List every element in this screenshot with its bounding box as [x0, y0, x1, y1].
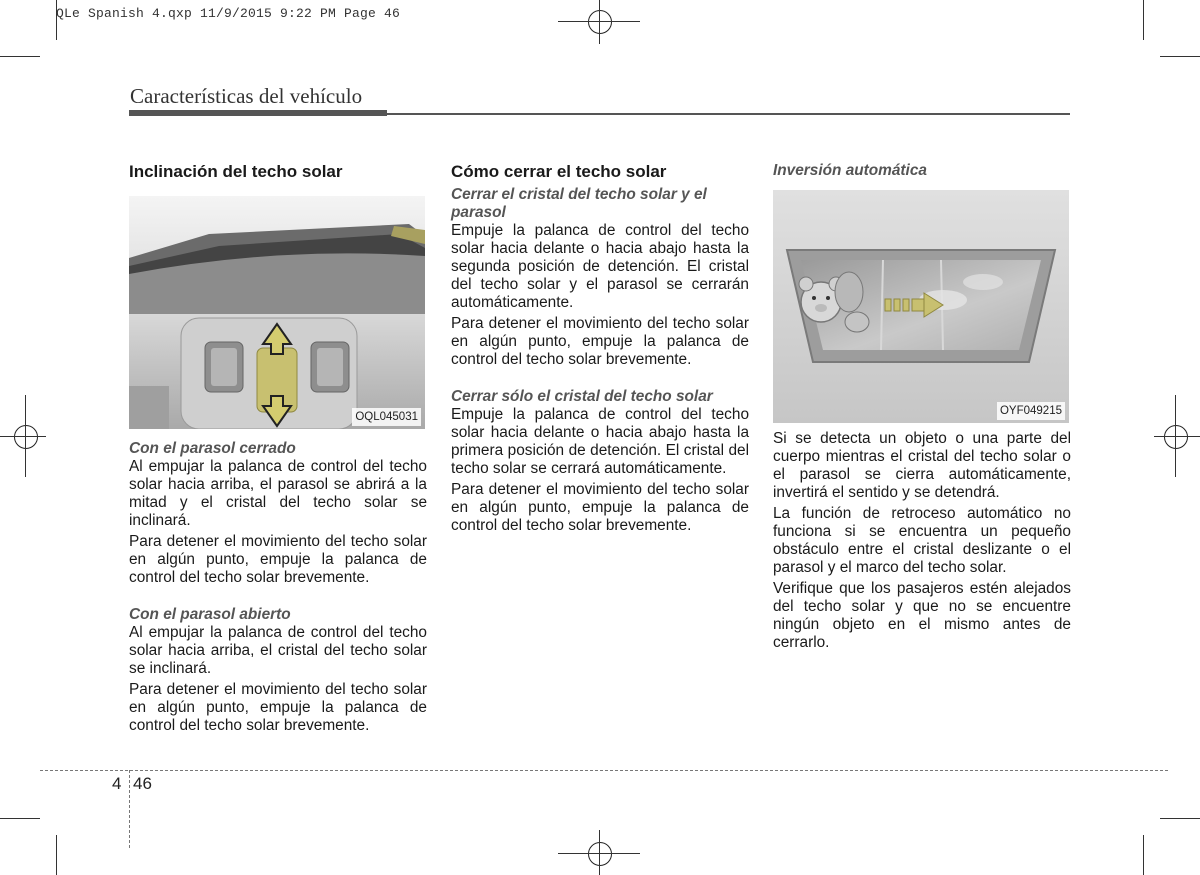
paragraph: Empuje la palanca de control del techo solar hacia delante o hacia abajo hasta la primera posición de detención. El cristal del techo solar se cerrará automáticamente.	[451, 406, 749, 477]
crop-mark	[0, 818, 40, 819]
paragraph: Al empujar la palanca de control del techo solar hacia arriba, el parasol se abrirá a la mitad y el cristal del techo solar se inclinará.	[129, 458, 427, 529]
paragraph: Si se detecta un objeto o una parte del cuerpo mientras el cristal del techo solar o el parasol se cierra automáticamente, invertirá el sentido y se detendrá.	[773, 430, 1071, 501]
column-3	[773, 162, 1071, 655]
paragraph: Verifique que los pasajeros estén alejados del techo solar y que no se encuentre ningún objeto en el mismo antes de cerrarlo.	[773, 580, 1071, 651]
crop-mark	[1143, 835, 1144, 875]
subheading-auto-reverse: Inversión automática	[773, 162, 927, 179]
figure-tilt-switch	[129, 196, 425, 429]
paragraph: La función de retroceso automático no funciona si se encuentra un pequeño obstáculo entre el cristal deslizante o el parasol y el marco del techo solar.	[773, 505, 1071, 576]
crop-mark	[1160, 56, 1200, 57]
subheading-close-glass-and-shade: Cerrar el cristal del techo solar y el parasol	[451, 186, 707, 221]
paragraph: Para detener el movimiento del techo solar en algún punto, empuje la palanca de control del techo solar brevemente.	[451, 315, 749, 368]
column-2	[451, 162, 749, 538]
crop-mark	[0, 56, 40, 57]
crop-mark	[1160, 818, 1200, 819]
paragraph: Empuje la palanca de control del techo solar hacia delante o hacia abajo hasta la segunda posición de detención. El cristal del techo solar y el parasol se cerrarán automáticamente.	[451, 222, 749, 311]
footer-divider	[129, 770, 130, 848]
header-rule-thick	[129, 110, 387, 116]
paragraph: Para detener el movimiento del techo solar en algún punto, empuje la palanca de control del techo solar brevemente.	[451, 481, 749, 534]
paragraph: Al empujar la palanca de control del techo solar hacia arriba, el cristal del techo solar se inclinará.	[129, 624, 427, 677]
subheading-close-glass-only: Cerrar sólo el cristal del techo solar	[451, 388, 713, 405]
chapter-number: 4	[112, 774, 122, 793]
crop-mark	[1143, 0, 1144, 40]
section-title-tilt: Inclinación del techo solar	[129, 162, 343, 181]
subheading-shade-open: Con el parasol abierto	[129, 606, 291, 623]
page-number: 46	[133, 774, 152, 793]
tilt-switch-illustration	[129, 196, 425, 429]
subheading-shade-closed: Con el parasol cerrado	[129, 440, 296, 457]
column-1	[129, 162, 427, 738]
figure-code: OYF049215	[997, 402, 1065, 420]
figure-code: OQL045031	[352, 408, 421, 426]
paragraph: Para detener el movimiento del techo solar en algún punto, empuje la palanca de control del techo solar brevemente.	[129, 533, 427, 586]
crop-mark	[56, 835, 57, 875]
figure-auto-reverse	[773, 190, 1069, 423]
print-slug: QLe Spanish 4.qxp 11/9/2015 9:22 PM Page 46	[56, 6, 401, 21]
footer-rule	[40, 770, 1168, 771]
paragraph: Para detener el movimiento del techo solar en algún punto, empuje la palanca de control del techo solar brevemente.	[129, 681, 427, 734]
running-head: Características del vehículo	[130, 84, 363, 108]
section-title-close: Cómo cerrar el techo solar	[451, 162, 667, 181]
header-rule-thin	[387, 113, 1070, 115]
auto-reverse-illustration	[773, 190, 1069, 423]
